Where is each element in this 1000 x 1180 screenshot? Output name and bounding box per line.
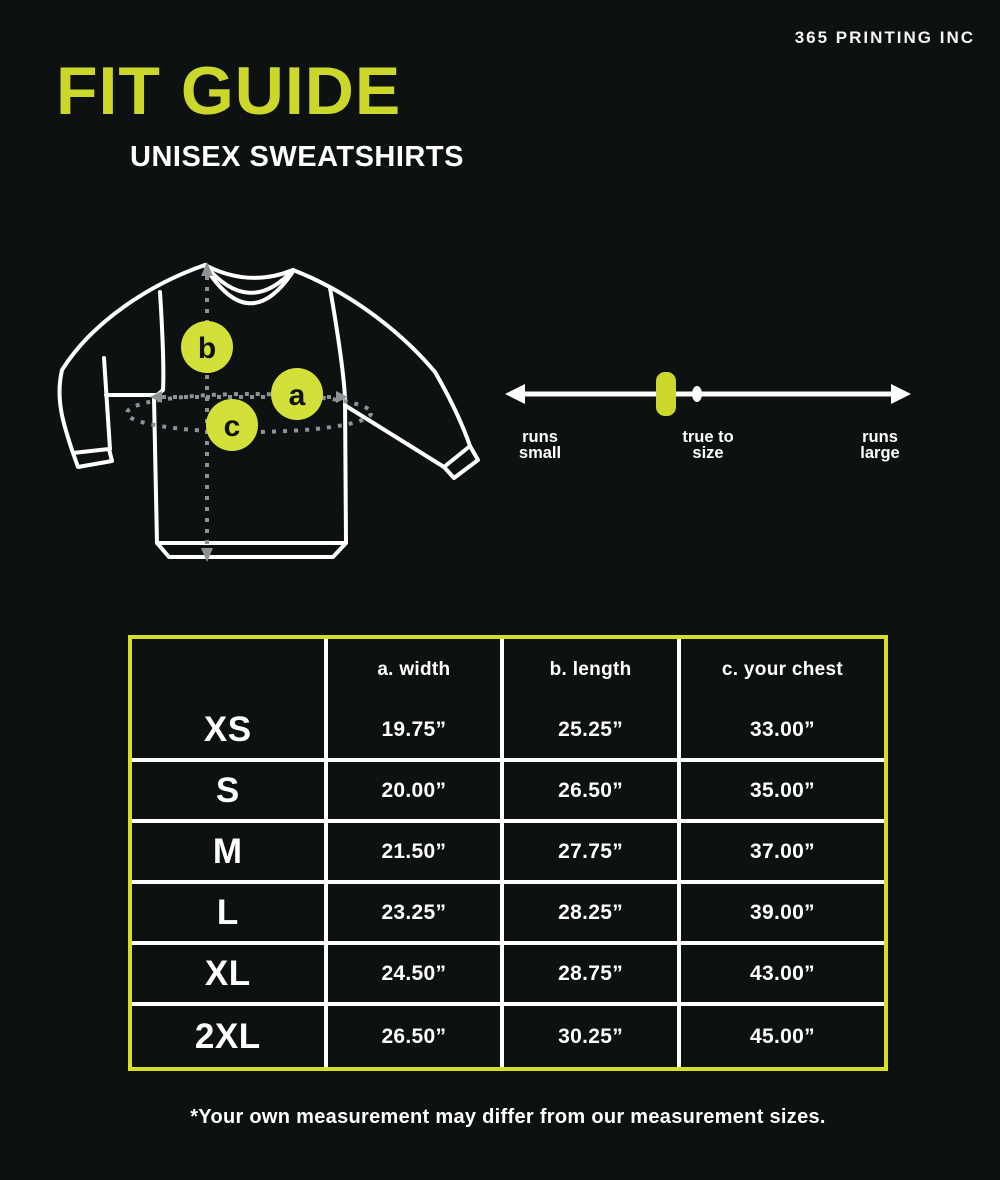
fit-scale-axis [503,365,913,425]
size-label: M [132,823,328,884]
header-width: a. width [328,639,505,701]
page-title: FIT GUIDE [56,53,402,129]
size-label: XL [132,945,328,1006]
right-sleeve-inner-edge [346,406,444,467]
marker-c [206,399,258,451]
scale-label-runs-small [519,429,561,461]
hem-band [157,543,346,557]
footnote: *Your own measurement may differ from our measurement sizes. [190,1106,826,1128]
scale-dot-icon [692,386,702,402]
scale-label-line: runs [522,428,558,446]
table-row-xs [132,701,884,762]
right-cuff [444,446,478,478]
chest-value: 43.00” [681,945,884,1006]
table-row-s [132,762,884,823]
size-label: XS [132,701,328,762]
chest-value: 33.00” [681,701,884,762]
body-left-edge [154,292,163,543]
width-value: 20.00” [328,762,505,823]
left-sleeve-inner-edge [104,358,110,449]
length-value: 25.25” [504,701,681,762]
left-cuff [73,449,112,467]
header-chest: c. your chest [721,659,844,680]
scale-label-runs-large [860,429,899,461]
chest-value: 37.00” [681,823,884,884]
length-value: 27.75” [504,823,681,884]
scale-marker [656,372,676,416]
size-label: L [132,884,328,945]
scale-label-line: runs [862,428,898,446]
length-value: 30.25” [504,1006,681,1067]
length-value: 26.50” [504,762,681,823]
right-sleeve-outer-edge [293,270,470,446]
width-value: 26.50” [328,1006,505,1067]
scale-label-line: true to [682,428,734,446]
collar-back-line [205,265,293,278]
chest-value: 39.00” [681,884,884,945]
table-row-2xl [132,1006,884,1067]
size-label: 2XL [132,1006,328,1067]
scale-label-true-to-size [682,429,733,461]
scale-label-line: small [518,444,562,462]
width-value: 21.50” [328,823,505,884]
chest-value: 35.00” [681,762,884,823]
width-value: 24.50” [328,945,505,1006]
size-table-header-row [132,639,884,701]
sweatshirt-diagram [30,240,500,590]
table-row-xl [132,945,884,1006]
scale-arrow-right-icon [891,384,911,404]
marker-a [271,368,323,420]
header-empty [132,639,328,701]
brand-name: 365 PRINTING INC [794,28,975,47]
page-subtitle: UNISEX SWEATSHIRTS [130,141,464,173]
body-right-edge [330,288,346,543]
left-sleeve-outer-edge [60,265,206,453]
scale-arrow-left-icon [505,384,525,404]
marker-c-letter: c [223,410,241,443]
marker-b-letter: b [197,332,217,365]
size-table [128,635,888,1071]
scale-label-line: size [692,444,724,462]
length-value: 28.75” [504,945,681,1006]
scale-label-line: large [860,444,900,462]
length-value: 28.25” [504,884,681,945]
marker-a-letter: a [288,379,306,412]
marker-b [181,321,233,373]
header-length: b. length [504,639,681,701]
width-value: 19.75” [328,701,505,762]
fit-scale [503,365,913,475]
table-row-m [132,823,884,884]
size-label: S [132,762,328,823]
chest-value: 45.00” [750,1024,815,1048]
table-row-l [132,884,884,945]
sweatshirt-outline [60,265,479,557]
width-value: 23.25” [328,884,505,945]
